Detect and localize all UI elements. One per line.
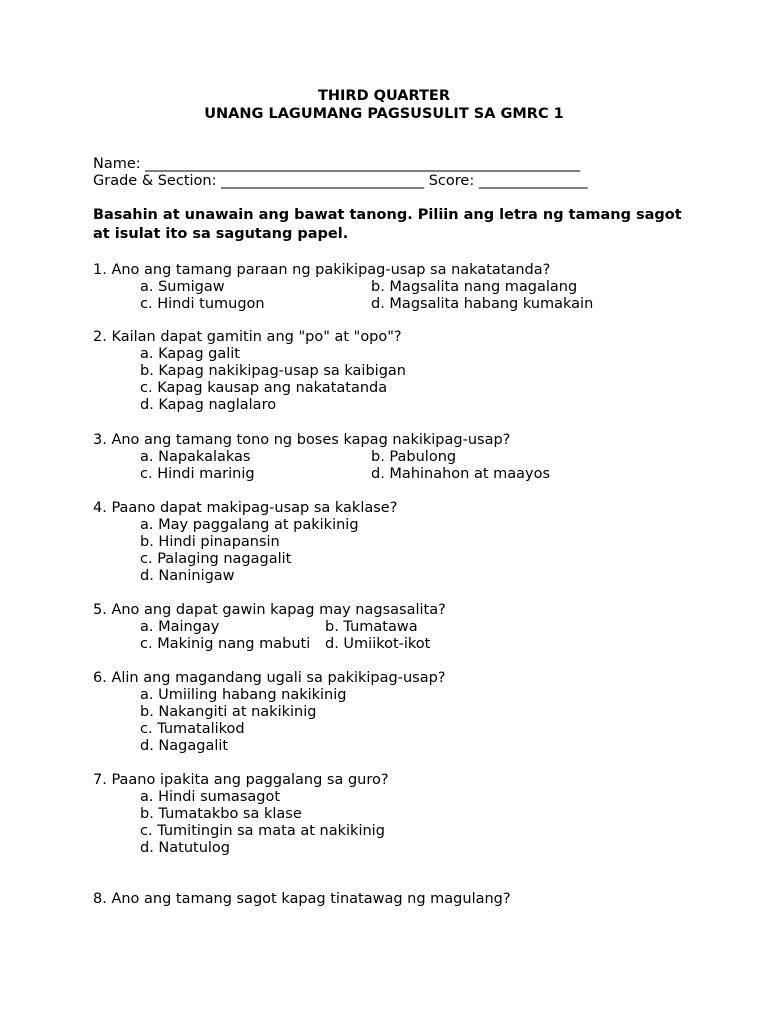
question-8: 8. Ano ang tamang sagot kapag tinatawag ng magulang? <box>93 891 511 907</box>
option-1d: d. Magsalita habang kumakain <box>371 296 594 312</box>
option-6b: b. Nakangiti at nakikinig <box>140 704 317 720</box>
option-7a: a. Hindi sumasagot <box>140 789 281 805</box>
grade-section-score-line: Grade & Section: ____________________________ Score: _______________ <box>93 173 588 189</box>
name-field-line: Name: ____________________________________________________________ <box>93 156 581 172</box>
option-6c: c. Tumatalikod <box>140 721 245 737</box>
question-2: 2. Kailan dapat gamitin ang "po" at "opo"? <box>93 329 402 345</box>
option-4b: b. Hindi pinapansin <box>140 534 280 550</box>
question-7: 7. Paano ipakita ang paggalang sa guro? <box>93 772 389 788</box>
question-6: 6. Alin ang magandang ugali sa pakikipag-usap? <box>93 670 446 686</box>
option-1b: b. Magsalita nang magalang <box>371 279 578 295</box>
option-3b: b. Pabulong <box>371 449 457 465</box>
quarter-title: THIRD QUARTER <box>317 88 451 104</box>
option-4c: c. Palaging nagagalit <box>140 551 292 567</box>
option-6d: d. Nagagalit <box>140 738 229 754</box>
instructions: Basahin at unawain ang bawat tanong. Piliin ang letra ng tamang sagot at isulat ito sa sagutang papel. <box>93 207 682 242</box>
exam-title: UNANG LAGUMANG PAGSUSULIT SA GMRC 1 <box>204 106 564 122</box>
option-6a: a. Umiiling habang nakikinig <box>140 687 347 703</box>
option-3a: a. Napakalakas <box>140 449 251 465</box>
option-3c: c. Hindi marinig <box>140 466 255 482</box>
option-5d: d. Umiikot-ikot <box>325 636 431 652</box>
option-2a: a. Kapag galit <box>140 346 240 362</box>
option-7b: b. Tumatakbo sa klase <box>140 806 302 822</box>
option-2c: c. Kapag kausap ang nakatatanda <box>140 380 388 396</box>
option-4d: d. Naninigaw <box>140 568 235 584</box>
question-4: 4. Paano dapat makipag-usap sa kaklase? <box>93 500 398 516</box>
option-1a: a. Sumigaw <box>140 279 225 295</box>
option-2b: b. Kapag nakikipag-usap sa kaibigan <box>140 363 406 379</box>
option-3d: d. Mahinahon at maayos <box>371 466 551 482</box>
question-1: 1. Ano ang tamang paraan ng pakikipag-usap sa nakatatanda? <box>93 262 551 278</box>
option-4a: a. May paggalang at pakikinig <box>140 517 359 533</box>
option-1c: c. Hindi tumugon <box>140 296 265 312</box>
option-5c: c. Makinig nang mabuti <box>140 636 311 652</box>
option-2d: d. Kapag naglalaro <box>140 397 277 413</box>
question-3: 3. Ano ang tamang tono ng boses kapag nakikipag-usap? <box>93 432 511 448</box>
option-5b: b. Tumatawa <box>325 619 418 635</box>
question-5: 5. Ano ang dapat gawin kapag may nagsasalita? <box>93 602 446 618</box>
option-5a: a. Maingay <box>140 619 220 635</box>
option-7c: c. Tumitingin sa mata at nakikinig <box>140 823 385 839</box>
option-7d: d. Natutulog <box>140 840 231 856</box>
